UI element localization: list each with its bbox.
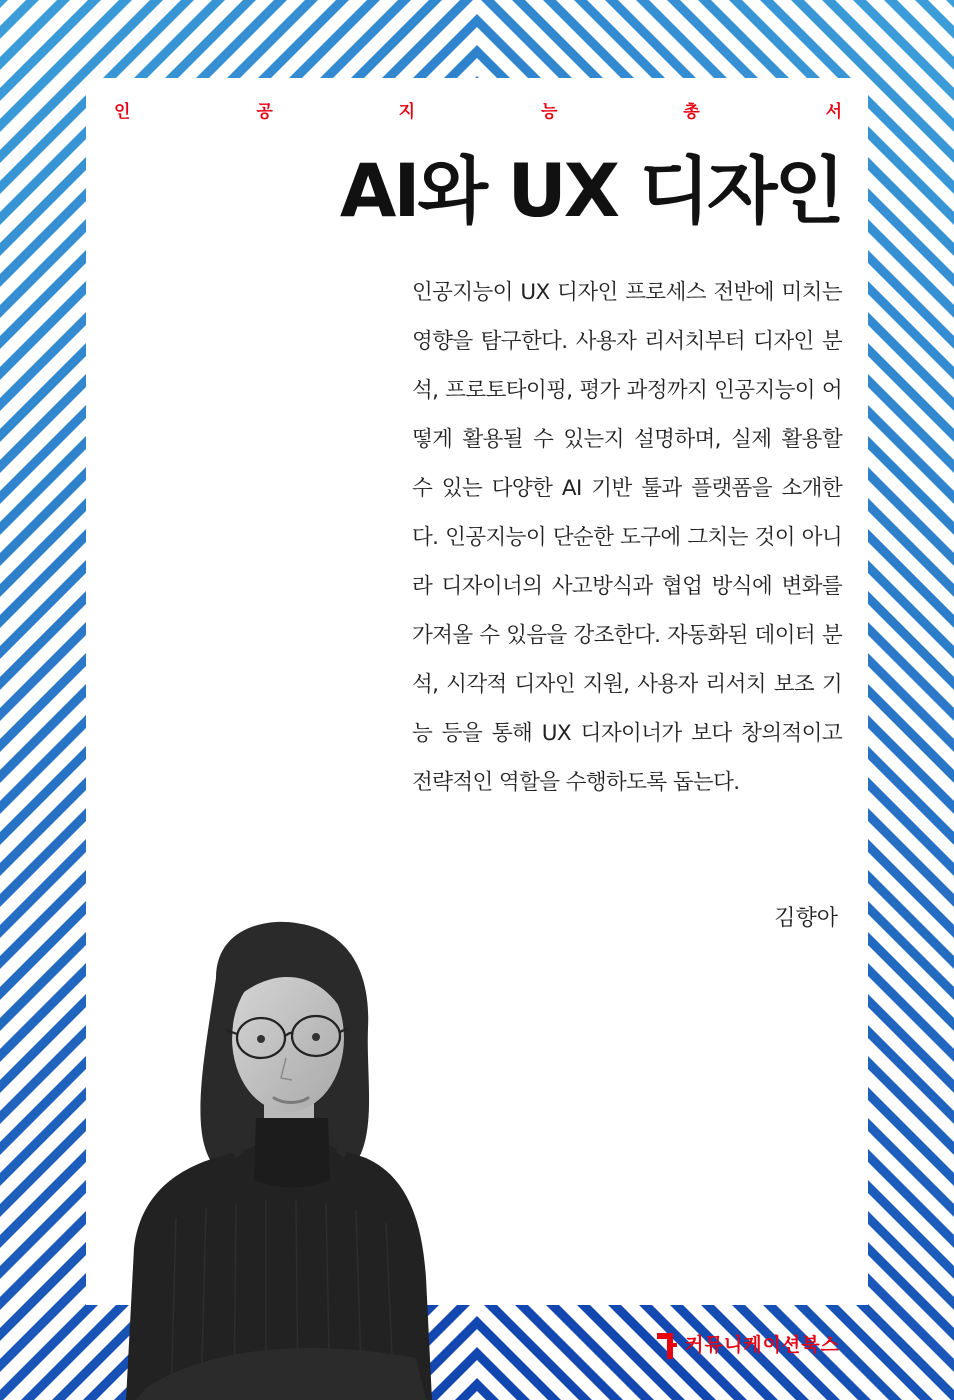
series-label	[114, 100, 842, 124]
publisher-logo	[655, 1330, 840, 1360]
book-title: AI와 UX 디자인	[339, 149, 842, 234]
series-char: 지	[398, 102, 416, 122]
series-char: 총	[683, 102, 700, 122]
series-char: 능	[540, 102, 558, 122]
publisher-name: 커뮤니케이션북스	[685, 1334, 840, 1356]
series-char: 공	[256, 102, 273, 122]
series-char: 서	[825, 102, 842, 122]
publisher-mark-icon	[655, 1330, 677, 1360]
author-portrait	[116, 918, 442, 1400]
book-description: 인공지능이 UX 디자인 프로세스 전반에 미치는 영향을 탐구한다. 사용자 리서치부터 디자인 분석, 프로토타이핑, 평가 과정까지 인공지능이 어떻게 활용될 수 있는지 설명하며, 실제 활용할 수 있는 다양한 AI 기반 툴과 플랫폼을 소개한다. 인공지능이 단순한 도구에 그치는 것이 아니라 디자이너의 사고방식과 협업 방식에 변화를 가져올 수 있음을 강조한다. 자동화된 데이터 분석, 시각적 디자인 지원, 사용자 리서치 보조 기능 등을 통해 UX 디자이너가 보다 창의적이고 전략적인 역할을 수행하도록 돕는다.	[412, 280, 842, 795]
series-char: 인	[114, 102, 131, 122]
author-name: 김향아	[774, 906, 838, 931]
